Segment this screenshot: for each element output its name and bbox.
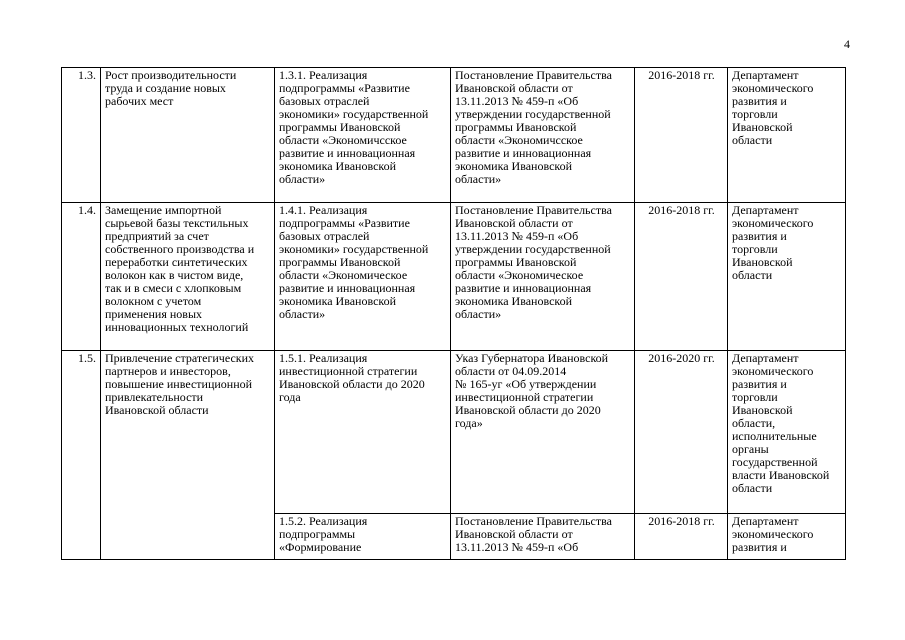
document-cell: Постановление Правительства Ивановской области от 13.11.2013 № 459-п «Об xyxy=(451,514,635,560)
table-row xyxy=(62,68,846,203)
table-row xyxy=(62,351,846,514)
period-cell: 2016-2020 гг. xyxy=(635,351,728,514)
executor-cell: Департамент экономического развития и xyxy=(728,514,846,560)
measure-cell: 1.4.1. Реализация подпрограммы «Развитие базовых отраслей экономики» государственной программы Ивановской области «Экономическое развитие и инновационная экономика Ивановской области» xyxy=(275,203,451,351)
measure-cell: 1.5.2. Реализация подпрограммы «Формирование xyxy=(275,514,451,560)
task-cell: Замещение импортной сырьевой базы текстильных предприятий за счет собственного производства и переработки синтетических волокон как в чистом виде, так и в смеси с хлопковым волокном с учетом применения новых инновационных технологий xyxy=(101,203,275,351)
measures-table xyxy=(61,67,846,560)
executor-cell: Департамент экономического развития и торговли Ивановской области xyxy=(728,203,846,351)
row-number: 1.4. xyxy=(62,203,101,351)
document-cell: Указ Губернатора Ивановской области от 04.09.2014 № 165-уг «Об утверждении инвестиционной стратегии Ивановской области до 2020 года» xyxy=(451,351,635,514)
page-number: 4 xyxy=(844,37,850,51)
row-number: 1.3. xyxy=(62,68,101,203)
row-number: 1.5. xyxy=(62,351,101,560)
task-cell: Привлечение стратегических партнеров и инвесторов, повышение инвестиционной привлекательности Ивановской области xyxy=(101,351,275,560)
period-cell: 2016-2018 гг. xyxy=(635,203,728,351)
period-cell: 2016-2018 гг. xyxy=(635,68,728,203)
executor-cell: Департамент экономического развития и торговли Ивановской области xyxy=(728,68,846,203)
task-cell: Рост производительности труда и создание новых рабочих мест xyxy=(101,68,275,203)
executor-cell: Департамент экономического развития и торговли Ивановской области, исполнительные органы государственной власти Ивановской области xyxy=(728,351,846,514)
table-row xyxy=(62,203,846,351)
period-cell: 2016-2018 гг. xyxy=(635,514,728,560)
measure-cell: 1.3.1. Реализация подпрограммы «Развитие базовых отраслей экономики» государственной программы Ивановской области «Экономичсское развитие и инновационная экономика Ивановской области» xyxy=(275,68,451,203)
document-cell: Постановление Правительства Ивановской области от 13.11.2013 № 459-п «Об утверждении государственной программы Ивановской области «Экономическое развитие и инновационная экономика Ивановской области» xyxy=(451,203,635,351)
document-cell: Постановление Правительства Ивановской области от 13.11.2013 № 459-п «Об утверждении государственной программы Ивановской области «Экономичсское развитие и инновационная экономика Ивановской области» xyxy=(451,68,635,203)
measure-cell: 1.5.1. Реализация инвестиционной стратегии Ивановской области до 2020 года xyxy=(275,351,451,514)
